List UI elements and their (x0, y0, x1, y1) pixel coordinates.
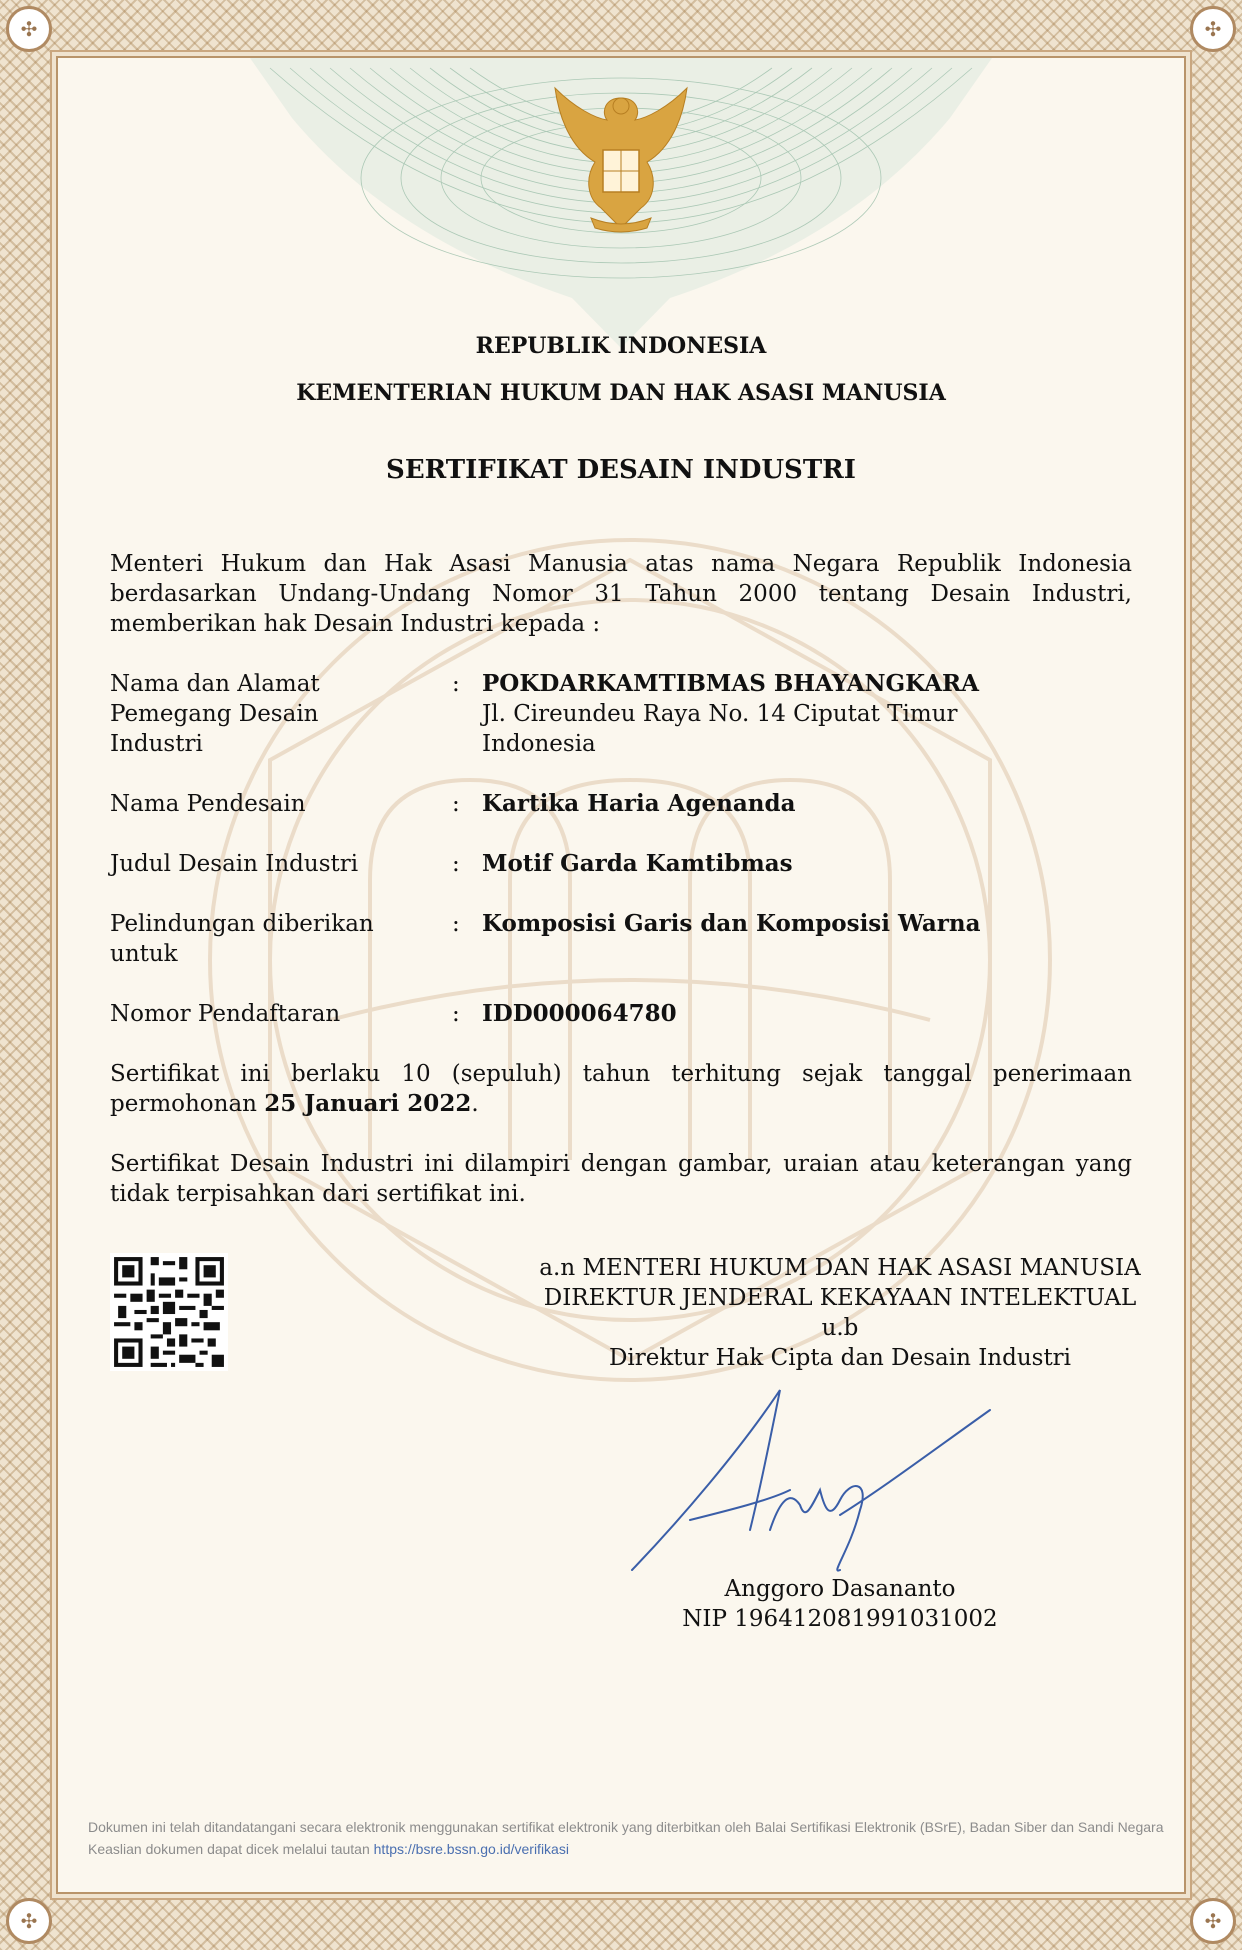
intro-paragraph: Menteri Hukum dan Hak Asasi Manusia atas nama Negara Republik Indonesia berdasarkan Undang-Undang Nomor 31 Tahun 2000 tentang Desain Industri, memberikan hak Desain Industri kepada : (110, 551, 1132, 637)
corner-ornament-icon: ✣ (1190, 6, 1236, 52)
corner-ornament-icon: ✣ (6, 6, 52, 52)
design-title-label: Judul Desain Industri (110, 851, 359, 877)
validity-end: . (471, 1091, 479, 1117)
holder-label: Nama dan Alamat Pemegang Desain Industri (110, 671, 320, 757)
holder-country: Indonesia (482, 731, 596, 757)
designer-name: Kartika Haria Agenanda (482, 790, 796, 817)
design-title-value: Motif Garda Kamtibmas (482, 850, 793, 877)
footer-verify-text: Keaslian dokumen dapat dicek melalui tautan (88, 1841, 370, 1857)
page-title: SERTIFIKAT DESAIN INDUSTRI (386, 455, 856, 485)
footer-verify (88, 1838, 1168, 1860)
colon: : (452, 911, 460, 937)
electronic-signature-footer (88, 1816, 1168, 1860)
holder-name: POKDARKAMTIBMAS BHAYANGKARA (482, 670, 980, 697)
registration-number: IDD000064780 (482, 1000, 677, 1027)
signatory-name: Anggoro Dasananto (724, 1576, 956, 1602)
garuda-emblem-icon (535, 78, 707, 238)
signatory-title: Direktur Hak Cipta dan Desain Industri (608, 1345, 1072, 1371)
validity-text: Sertifikat ini berlaku 10 (sepuluh) tahun terhitung sejak tanggal penerimaan permohonan (110, 1061, 1132, 1117)
ministry-heading: KEMENTERIAN HUKUM DAN HAK ASASI MANUSIA (296, 380, 946, 406)
corner-ornament-icon: ✣ (1190, 1898, 1236, 1944)
handwritten-signature (620, 1380, 1000, 1580)
colon: : (452, 671, 460, 697)
attachment-paragraph: Sertifikat Desain Industri ini dilampiri dengan gambar, uraian atau keterangan yang tidak terpisahkan dari sertifikat ini. (110, 1151, 1132, 1207)
holder-address: Jl. Cireundeu Raya No. 14 Ciputat Timur (482, 701, 958, 727)
signatory-line2: DIREKTUR JENDERAL KEKAYAAN INTELEKTUAL (543, 1285, 1137, 1311)
colon: : (452, 851, 460, 877)
colon: : (452, 791, 460, 817)
qr-code-icon (110, 1253, 228, 1371)
validity-paragraph (110, 1059, 1132, 1119)
protection-value: Komposisi Garis dan Komposisi Warna (482, 910, 981, 937)
signatory-line3: u.b (821, 1315, 859, 1341)
verification-link[interactable]: https://bsre.bssn.go.id/verifikasi (373, 1841, 569, 1857)
country-heading: REPUBLIK INDONESIA (475, 333, 767, 359)
corner-ornament-icon: ✣ (6, 1898, 52, 1944)
protection-label: Pelindungan diberikan untuk (110, 911, 374, 967)
application-date: 25 Januari 2022 (264, 1090, 472, 1117)
colon: : (452, 1001, 460, 1027)
holder-block (482, 669, 1132, 759)
signatory-nip: NIP 196412081991031002 (682, 1606, 998, 1632)
registration-label: Nomor Pendaftaran (110, 1001, 341, 1027)
footer-notice: Dokumen ini telah ditandatangani secara elektronik menggunakan sertifikat elektronik yang diterbitkan oleh Balai Sertifikasi Elektronik (BSrE), Badan Siber dan Sandi Negara (88, 1819, 1164, 1835)
designer-label: Nama Pendesain (110, 791, 306, 817)
signatory-line1: a.n MENTERI HUKUM DAN HAK ASASI MANUSIA (539, 1255, 1141, 1281)
